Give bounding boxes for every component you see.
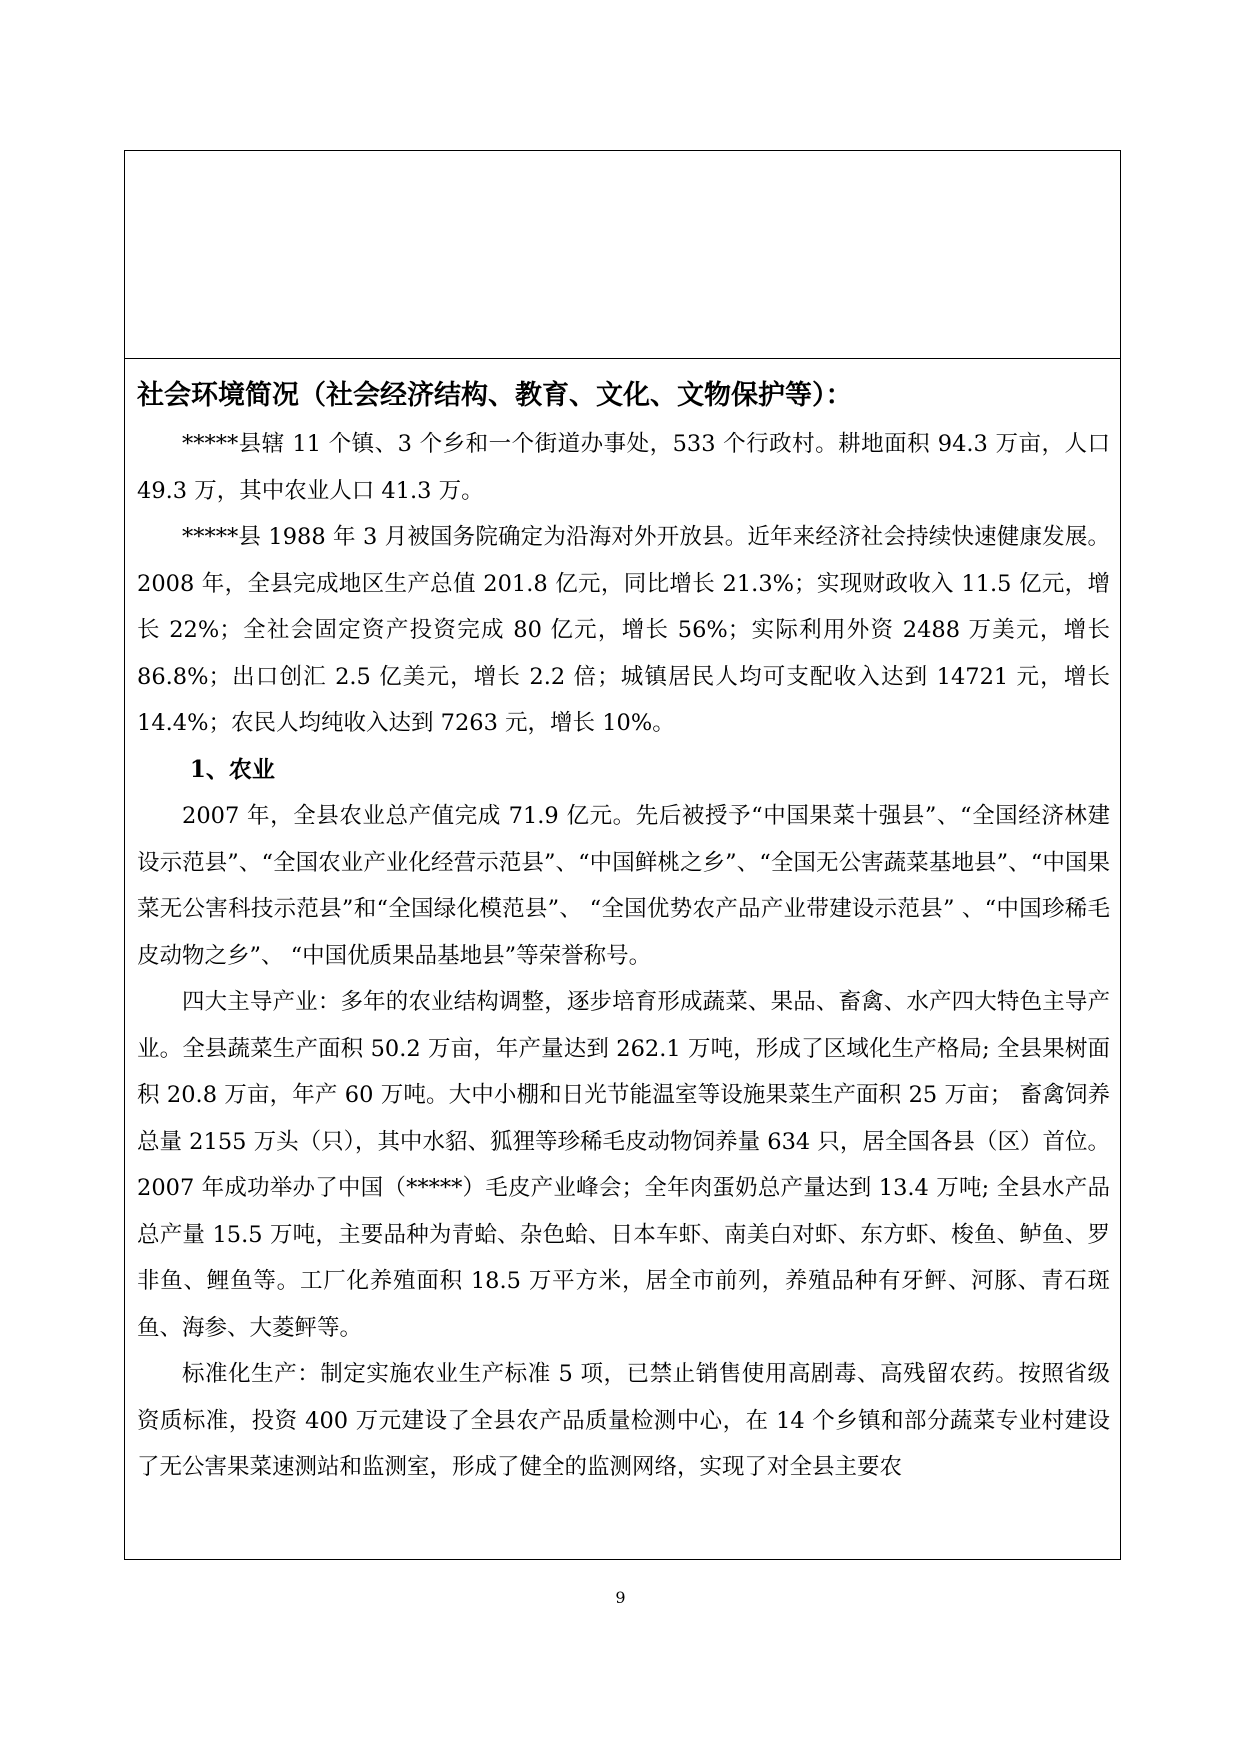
form-table [124, 150, 1121, 1560]
overview-paragraph-2: *****县 1988 年 3 月被国务院确定为沿海对外开放县。近年来经济社会持续快速健康发展。2008 年，全县完成地区生产总值 201.8 亿元，同比增长 21.3%；实现财政收入 11.5 亿元，增长 22%；全社会固定资产投资完成 80 亿元，增长 56%；实际利用外资 2488 万美元，增长 86.8%；出口创汇 2.5 亿美元，增长 2.2 倍；城镇居民人均可支配收入达到 14721 元，增长 14.4%；农民人均纯收入达到 7263 元，增长 10%。 [137, 524, 1110, 736]
overview-paragraph-1: *****县辖 11 个镇、3 个乡和一个街道办事处，533 个行政村。耕地面积 94.3 万亩，人口 49.3 万，其中农业人口 41.3 万。 [137, 431, 1110, 504]
social-environment-section [137, 371, 1110, 1491]
agriculture-heading: 1、农业 [189, 755, 275, 783]
agriculture-paragraph-1: 2007 年，全县农业总产值完成 71.9 亿元。先后被授予“中国果菜十强县”、“全国经济林建设示范县”、“全国农业产业化经营示范县”、“中国鲜桃之乡”、“全国无公害蔬菜基地县”、“中国果菜无公害科技示范县”和“全国绿化模范县”、 “全国优势农产品产业带建设示范县” 、“中国珍稀毛皮动物之乡”、 “中国优质果品基地县”等荣誉称号。 [137, 803, 1110, 969]
page-number: 9 [615, 1588, 626, 1607]
table-divider [125, 358, 1120, 359]
agriculture-paragraph-3: 标准化生产：制定实施农业生产标准 5 项，已禁止销售使用高剧毒、高残留农药。按照省级资质标准，投资 400 万元建设了全县农产品质量检测中心，在 14 个乡镇和部分蔬菜专业村建设了无公害果菜速测站和监测室，形成了健全的监测网络，实现了对全县主要农 [137, 1361, 1110, 1480]
section-heading: 社会环境简况（社会经济结构、教育、文化、文物保护等）： [137, 380, 853, 411]
agriculture-paragraph-2: 四大主导产业：多年的农业结构调整，逐步培育形成蔬菜、果品、畜禽、水产四大特色主导产业。全县蔬菜生产面积 50.2 万亩，年产量达到 262.1 万吨，形成了区域化生产格局; 全县果树面积 20.8 万亩，年产 60 万吨。大中小棚和日光节能温室等设施果菜生产面积 25 万亩； 畜禽饲养总量 2155 万头（只），其中水貂、狐狸等珍稀毛皮动物饲养量 634 只，居全国各县（区）首位。2007 年成功举办了中国（*****）毛皮产业峰会；全年肉蛋奶总产量达到 13.4 万吨; 全县水产品总产量 15.5 万吨，主要品种为青蛤、杂色蛤、日本车虾、南美白对虾、东方虾、梭鱼、鲈鱼、罗非鱼、鲤鱼等。工厂化养殖面积 18.5 万平方米，居全市前列，养殖品种有牙鲆、河豚、青石斑鱼、海参、大菱鲆等。 [137, 989, 1110, 1341]
